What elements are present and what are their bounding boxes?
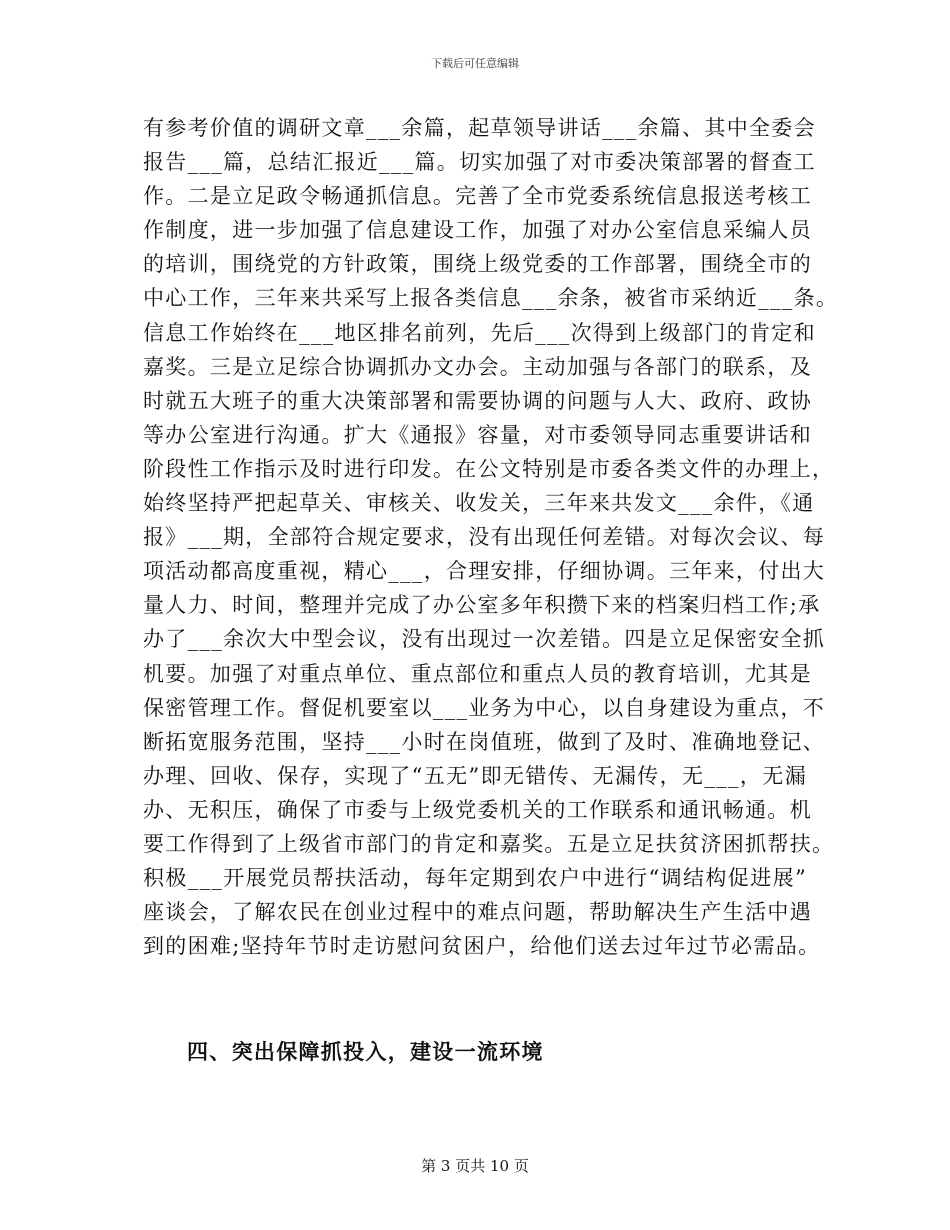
page-number: 第 3 页共 10 页 [421,1157,529,1175]
text-line: 始终坚持严把起草关、审核关、收发关，三年来共发文___余件，《通 [143,491,815,516]
text-line: 办理、回收、保存，实现了“五无”即无错传、无漏传，无___，无漏 [143,763,807,788]
text-line: 作制度，进一步加强了信息建设工作，加强了对办公室信息采编人员 [143,218,812,243]
text-line: 断拓宽服务范围，坚持___小时在岗值班，做到了及时、准确地登记、 [143,729,826,754]
text-line: 作。二是立足政令畅通抓信息。完善了全市党委系统信息报送考核工 [143,184,812,209]
text-line: 要工作得到了上级省市部门的肯定和嘉奖。五是立足扶贫济困抓帮扶。 [143,831,835,856]
text-line: 的培训，围绕党的方针政策，围绕上级党委的工作部署，围绕全市的 [143,252,812,277]
text-line: 积极___开展党员帮扶活动，每年定期到农户中进行“调结构促进展” [143,866,807,891]
body-text [143,111,839,963]
text-line: 信息工作始终在___地区排名前列，先后___次得到上级部门的肯定和 [143,320,816,345]
text-line: 中心工作，三年来共采写上报各类信息___余条，被省市采纳近___条。 [143,286,839,311]
text-line: 嘉奖。三是立足综合协调抓办文办会。主动加强与各部门的联系，及 [143,354,812,379]
text-line: 办、无积压，确保了市委与上级党委机关的工作联系和通讯畅通。机 [143,797,812,822]
text-line: 机要。加强了对重点单位、重点部位和重点人员的教育培训，尤其是 [143,661,812,686]
text-line: 到的困难;坚持年节时走访慰问贫困户，给他们送去过年过节必需品。 [143,934,821,959]
text-line: 办了___余次大中型会议，没有出现过一次差错。四是立足保密安全抓 [143,627,826,652]
text-line: 量人力、时间，整理并完成了办公室多年积攒下来的档案归档工作;承 [143,593,821,618]
text-line: 保密管理工作。督促机要室以___业务为中心，以自身建设为重点，不 [143,695,826,720]
text-line: 等办公室进行沟通。扩大《通报》容量，对市委领导同志重要讲话和 [143,422,812,447]
header-note: 下载后可任意编辑 [431,57,519,70]
text-line: 座谈会，了解农民在创业过程中的难点问题，帮助解决生产生活中遇 [143,900,812,925]
text-line: 时就五大班子的重大决策部署和需要协调的问题与人大、政府、政协 [143,388,812,413]
text-line: 有参考价值的调研文章___余篇，起草领导讲话___余篇、其中全委会 [143,116,816,140]
text-line: 阶段性工作指示及时进行印发。在公文特别是市委各类文件的办理上， [143,456,835,481]
section-heading: 四、突出保障抓投入，建设一流环境 [187,1040,544,1064]
text-line: 项活动都高度重视，精心___，合理安排，仔细协调。三年来，付出大 [143,559,826,584]
text-line: 报》___期，全部符合规定要求，没有出现任何差错。对每次会议、每 [143,525,826,550]
text-line: 报告___篇，总结汇报近___篇。切实加强了对市委决策部署的督查工 [143,150,816,175]
